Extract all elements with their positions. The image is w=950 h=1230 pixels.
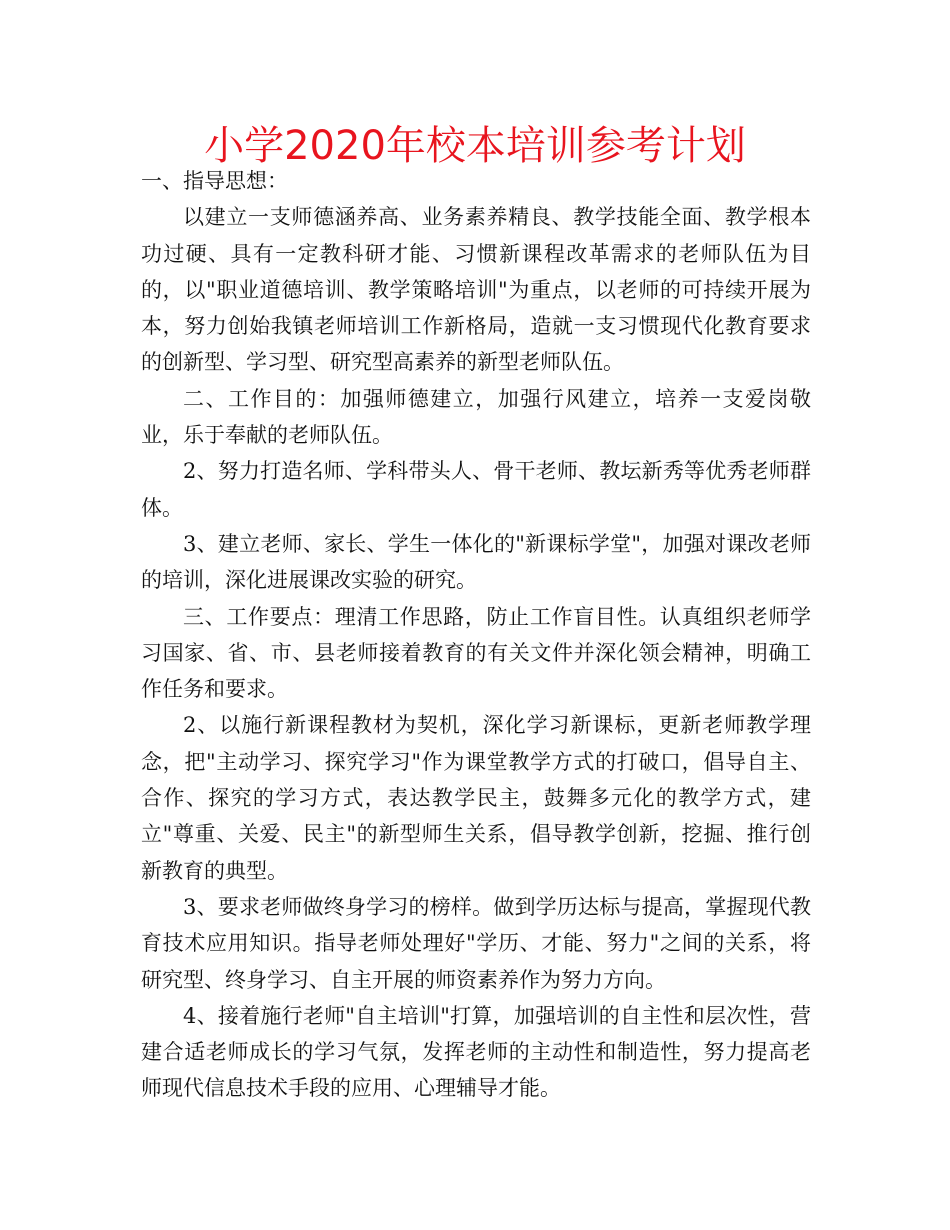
paragraph-goal-2: 2、努力打造名师、学科带头人、骨干老师、教坛新秀等优秀老师群体。	[141, 459, 811, 520]
paragraph-point-4: 4、接着施行老师"自主培训"打算，加强培训的自主性和层次性，营建合适老师成长的学习气氛，发挥老师的主动性和制造性，努力提高老师现代信息技术手段的应用、心理辅导才能。	[141, 1003, 811, 1101]
document-body	[141, 163, 811, 1107]
paragraph-work-goals: 二、工作目的：加强师德建立，加强行风建立，培养一支爱岗敬业，乐于奉献的老师队伍。	[141, 386, 811, 448]
document-title: 小学2020年校本培训参考计划	[204, 123, 746, 169]
paragraph-guiding-ideology: 以建立一支师德涵养高、业务素养精良、教学技能全面、教学根本功过硬、具有一定教科研才能、习惯新课程改革需求的老师队伍为目的，以"职业道德培训、教学策略培训"为重点，以老师的可持续开展为本，努力创始我镇老师培训工作新格局，造就一支习惯现代化教育要求的创新型、学习型、研究型高素养的新型老师队伍。	[141, 205, 811, 375]
paragraph-point-3: 3、要求老师做终身学习的榜样。做到学历达标与提高，掌握现代教育技术应用知识。指导老师处理好"学历、才能、努力"之间的关系，将研究型、终身学习、自主开展的师资素养作为努力方向。	[141, 894, 811, 992]
paragraph-work-points: 三、工作要点：理清工作思路，防止工作盲目性。认真组织老师学习国家、省、市、县老师接着教育的有关文件并深化领会精神，明确工作任务和要求。	[141, 604, 811, 702]
paragraph-goal-3: 3、建立老师、家长、学生一体化的"新课标学堂"，加强对课改老师的培训，深化进展课改实验的研究。	[141, 531, 811, 593]
paragraph-point-2: 2、以施行新课程教材为契机，深化学习新课标，更新老师教学理念，把"主动学习、探究学习"作为课堂教学方式的打破口，倡导自主、合作、探究的学习方式，表达教学民主，鼓舞多元化的教学方式，建立"尊重、关爱、民主"的新型师生关系，倡导教学创新，挖掘、推行创新教育的典型。	[141, 713, 811, 883]
section-heading-guiding-ideology: 一、指导思想：	[141, 169, 288, 193]
